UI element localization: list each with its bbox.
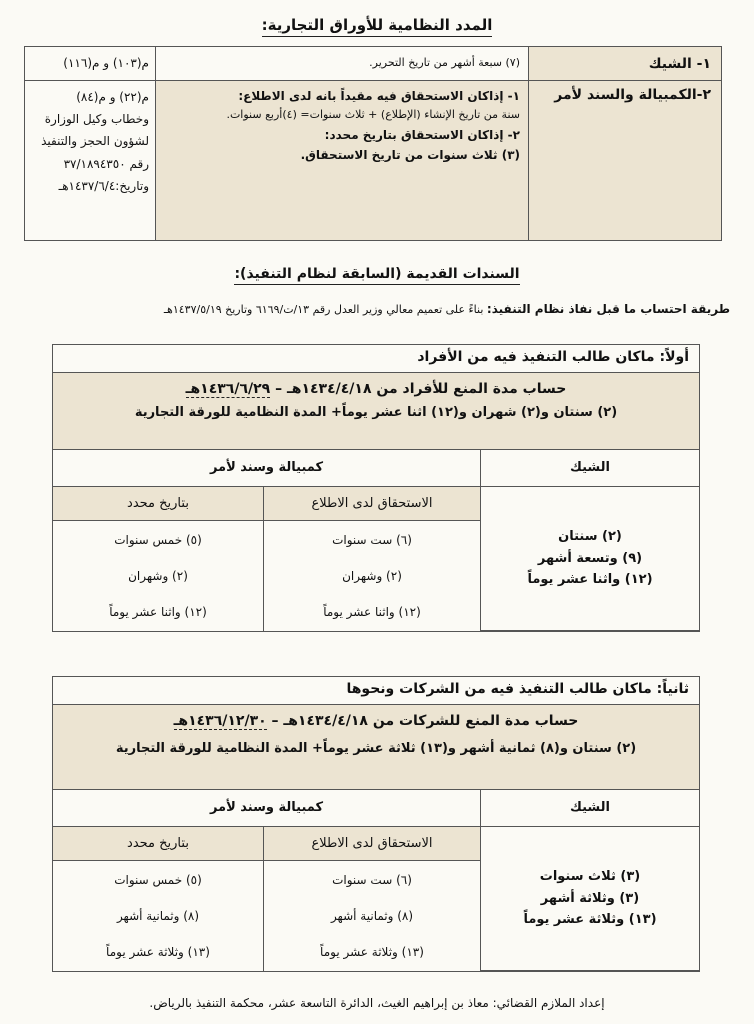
period-line: (٥) خمس سنوات [114,872,202,887]
period-line: (٨) وثمانية أشهر [330,908,414,923]
period-line: (١٢) واثنا عشر يوماً [527,571,653,587]
bill-rules [156,81,529,241]
ref-line: لشؤون الحجز والتنفيذ [41,134,149,149]
fixed-date-header: بتاريخ محدد [53,486,264,520]
periods-grid [53,450,699,631]
period-line: (١٣) وثلاثة عشر يوماً [523,911,657,927]
period-line: (١٣) وثلاثة عشر يوماً [320,944,424,959]
period-line: (٢) سنتان [558,529,622,545]
period-line: (٥) خمس سنوات [114,532,202,547]
period-line: (٨) وثمانية أشهر [116,908,200,923]
period-line: (١٢) واثنا عشر يوماً [323,604,421,619]
ref-line: وتاريخ:١٤٣٧/٦/٤هـ [58,178,149,193]
period-line: (٦) ست سنوات [332,872,412,887]
on-sight-header: الاستحقاق لدى الاطلاع [264,826,481,860]
companies-section [52,676,700,972]
calc-box [53,373,699,450]
individuals-section [52,344,700,632]
on-sight-period [264,520,481,631]
fixed-date-header: بتاريخ محدد [53,826,264,860]
calc-box [53,705,699,790]
fixed-date-period [53,860,264,971]
period-line: (٢) وشهران [128,568,188,583]
cheque-header: الشيك [481,790,700,826]
rule-line: سنة من تاريخ الإنشاء (الإطلاع) + ثلاث سنوات= (٤)أربع سنوات. [226,108,520,122]
ref-line: م(٢٢) و م(٨٤) [76,90,149,104]
period-line: (٢) وشهران [342,568,402,583]
method-label: طريقة احتساب ما قبل نفاذ نظام التنفيذ: [486,302,730,316]
cheque-period [481,486,700,631]
author-footer: إعداد الملازم القضائي: معاذ بن إبراهيم الغيث، الدائرة التاسعة عشر، محكمة التنفيذ بالرياض. [149,996,605,1010]
calc-line: (٢) سنتان و(٨) ثمانية أشهر و(١٣) ثلاثة عشر يوماً+ المدة النظامية للورقة التجارية [115,741,637,756]
cheque-header: الشيك [481,450,700,486]
section-header: أولاً: ماكان طالب التنفيذ فيه من الأفراد [53,345,699,373]
section-header: ثانياً: ماكان طالب التنفيذ فيه من الشركات ونحوها [53,677,699,705]
periods-grid [53,790,699,971]
method-text: بناءً على تعميم معالي وزير العدل رقم ١٣/ت/٦١٦٩ وتاريخ ١٤٣٧/٥/١٩هـ [163,303,484,316]
period-line: (٣) ثلاث سنوات [539,869,641,885]
rule-line: (٣) ثلاث سنوات من تاريخ الاستحقاق. [300,148,520,163]
bill-name: ٢-الكمبيالة والسند لأمر [529,81,722,241]
cheque-rule: (٧) سبعة أشهر من تاريخ التحرير. [156,47,529,81]
section-title: السندات القديمة (السابقة لنظام التنفيذ): [0,266,754,282]
table-row [53,826,699,860]
cheque-ref: م(١٠٣) و م(١١٦) [25,47,156,81]
table-row [25,81,722,241]
page-title: المدد النظامية للأوراق التجارية: [0,16,754,34]
calc-line: (٢) سنتان و(٢) شهران و(١٢) اثنا عشر يوماً+ المدة النظامية للورقة التجارية [134,405,618,420]
periods-table [24,46,722,241]
on-sight-period [264,860,481,971]
table-row [25,47,722,81]
ref-line: رقم ٣٧/١٨٩٤٣٥٠ [63,156,149,171]
ref-line: وخطاب وكيل الوزارة [44,112,149,127]
rule-line: ٢- إذاكان الاستحقاق بتاريخ محدد: [324,128,520,143]
period-line: (٦) ست سنوات [332,532,412,547]
bill-ref [25,81,156,241]
period-line: (١٣) وثلاثة عشر يوماً [106,944,210,959]
cheque-period [481,826,700,971]
period-line: (١٢) واثنا عشر يوماً [109,604,207,619]
cheque-name: ١- الشيك [529,47,722,81]
bill-header: كمبيالة وسند لأمر [53,450,481,486]
rule-line: ١- إذاكان الاستحقاق فيه مقيداً بانه لدى الاطلاع: [238,89,520,103]
fixed-date-period [53,520,264,631]
table-row [53,486,699,520]
calc-line: حساب مدة المنع للأفراد من ١٤٣٤/٤/١٨هـ – ١٤٣٦/٦/٢٩هـ [185,381,567,397]
period-line: (٩) وتسعة أشهر [537,550,643,566]
calc-date: ١٤٣٦/١٢/٣٠هـ [173,713,267,729]
method-line [24,302,730,316]
period-line: (٣) وثلاثة أشهر [540,890,640,906]
table-row [53,790,699,826]
bill-header: كمبيالة وسند لأمر [53,790,481,826]
calc-line: حساب مدة المنع للشركات من ١٤٣٤/٤/١٨هـ – ١٤٣٦/١٢/٣٠هـ [173,713,579,729]
on-sight-header: الاستحقاق لدى الاطلاع [264,486,481,520]
table-row [53,450,699,486]
calc-date: ١٤٣٦/٦/٢٩هـ [185,381,271,397]
